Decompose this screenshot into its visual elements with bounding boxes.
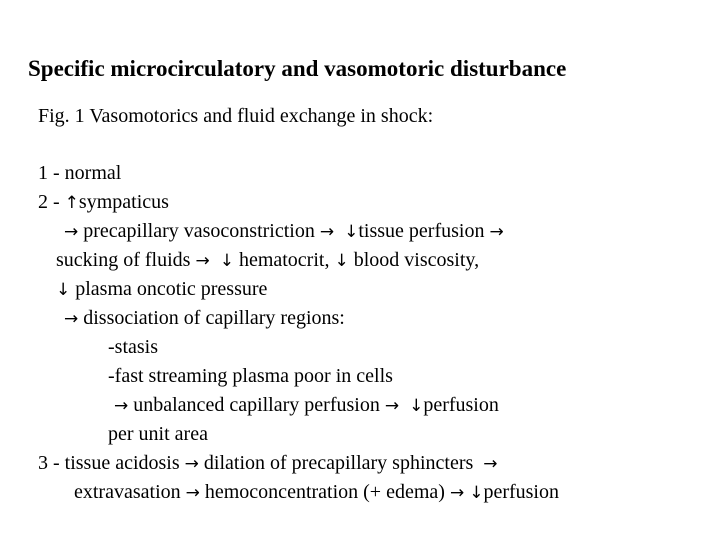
sucking-fluids-line xyxy=(56,250,479,270)
final-perfusion-text: perfusion xyxy=(483,481,559,503)
dissociation-line xyxy=(64,308,345,328)
page-title: Specific microcirculatory and vasomotoric disturbance xyxy=(28,56,567,81)
vasoconstriction-text: precapillary vasoconstriction xyxy=(78,220,320,242)
down-arrow-icon: ↓ xyxy=(469,483,484,503)
down-arrow-icon: ↓ xyxy=(344,222,359,242)
extravasation-line xyxy=(74,482,559,502)
fast-streaming-item: -fast streaming plasma poor in cells xyxy=(108,365,393,387)
right-arrow-icon: → xyxy=(483,454,498,474)
vasoconstriction-line xyxy=(64,221,504,241)
blood-viscosity-text: blood viscosity, xyxy=(348,249,480,271)
unbalanced-perfusion-line xyxy=(114,395,499,415)
right-arrow-icon: → xyxy=(114,396,129,416)
right-arrow-icon: → xyxy=(64,309,79,329)
right-arrow-icon: → xyxy=(319,222,335,242)
right-arrow-icon: → xyxy=(185,483,200,503)
down-arrow-icon: ↓ xyxy=(56,280,71,300)
figure-caption: Fig. 1 Vasomotorics and fluid exchange in shock: xyxy=(38,105,434,127)
per-unit-area-text: per unit area xyxy=(108,423,208,445)
up-arrow-icon: ↑ xyxy=(64,193,79,213)
item-3-acidosis xyxy=(38,453,498,473)
right-arrow-icon: → xyxy=(195,251,210,271)
right-arrow-icon: → xyxy=(184,454,199,474)
item-2-sympaticus xyxy=(38,192,169,212)
sympaticus-text: sympaticus xyxy=(78,191,169,213)
hematocrit-text: hematocrit, xyxy=(233,249,335,271)
right-arrow-icon: → xyxy=(64,222,79,242)
oncotic-pressure-line xyxy=(56,279,267,299)
unbalanced-perfusion-text: unbalanced capillary perfusion xyxy=(128,394,385,416)
right-arrow-icon: → xyxy=(489,222,504,242)
oncotic-pressure-text: plasma oncotic pressure xyxy=(70,278,268,300)
perfusion-text: perfusion xyxy=(423,394,499,416)
dissociation-text: dissociation of capillary regions: xyxy=(78,307,345,329)
item-2-number: 2 - xyxy=(38,191,65,213)
acidosis-text: 3 - tissue acidosis xyxy=(38,452,185,474)
down-arrow-icon: ↓ xyxy=(334,251,349,271)
hemoconcentration-text: hemoconcentration (+ edema) xyxy=(199,481,450,503)
tissue-perfusion-text: tissue perfusion xyxy=(358,220,490,242)
down-arrow-icon: ↓ xyxy=(409,396,424,416)
right-arrow-icon: → xyxy=(384,396,400,416)
extravasation-text: extravasation xyxy=(74,481,186,503)
down-arrow-icon: ↓ xyxy=(219,251,234,271)
stasis-item: -stasis xyxy=(108,336,158,358)
item-1-normal: 1 - normal xyxy=(38,162,122,184)
dilation-text: dilation of precapillary sphincters xyxy=(198,452,479,474)
sucking-fluids-text: sucking of fluids xyxy=(56,249,196,271)
right-arrow-icon: → xyxy=(449,483,465,503)
